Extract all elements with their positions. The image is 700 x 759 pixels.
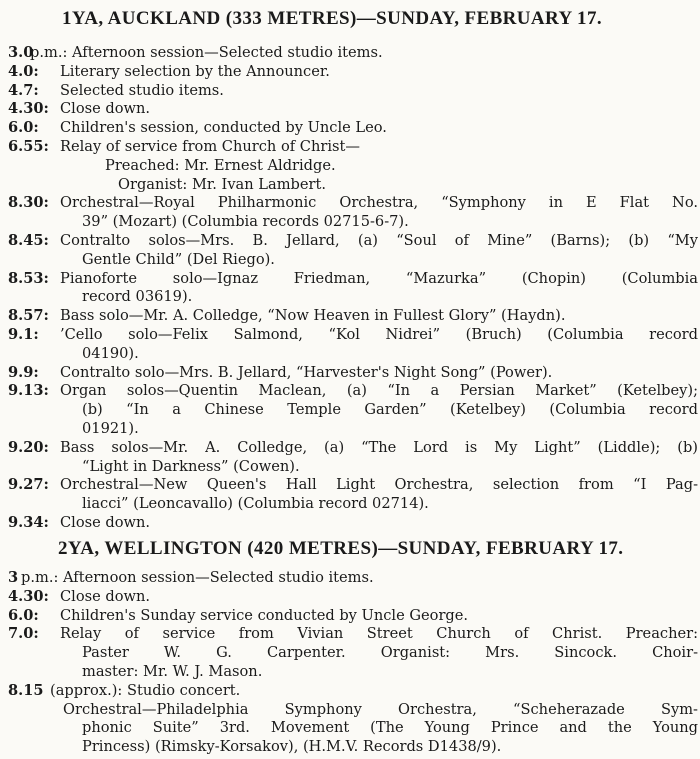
program-line [8,738,698,757]
program-line [8,458,698,477]
program-text: 01921). [82,419,139,437]
program-line [8,270,698,289]
program-line [8,82,698,101]
section-heading-1ya: 1YA, AUCKLAND (333 METRES)—SUNDAY, FEBRUARY 17. [62,8,602,29]
program-text: Orchestral—Royal Philharmonic Orchestra, “Symphony in E Flat No. [60,194,698,212]
program-time: 4.30: [8,100,49,118]
program-text: Pianoforte solo—Ignaz Friedman, “Mazurka” (Chopin) (Columbia [60,269,698,287]
program-text: 04190). [82,344,139,362]
program-text: “Light in Darkness” (Cowen). [82,457,300,475]
program-line [8,157,698,176]
program-time: 3.0 [8,44,34,61]
program-text: Close down. [60,100,151,118]
program-line [8,476,698,495]
program-line [8,251,698,270]
program-text: Close down. [60,587,151,605]
program-text: phonic Suite” 3rd. Movement (The Young Prince and the Young [82,719,698,737]
program-time: 9.1: [8,325,39,343]
program-text: ’Cello solo—Felix Salmond, “Kol Nidrei” (Bruch) (Columbia record [60,325,698,343]
program-time: 7.0: [8,625,39,643]
program-text: Relay of service from Church of Christ— [60,137,360,155]
section-heading-2ya: 2YA, WELLINGTON (420 METRES)—SUNDAY, FEBRUARY 17. [58,538,624,559]
program-time: 9.13: [8,382,49,400]
program-line [8,119,698,138]
program-text: p.m.: Afternoon session—Selected studio items. [21,569,374,586]
program-text: Children's session, conducted by Uncle Leo. [60,119,387,137]
program-text: p.m.: Afternoon session—Selected studio items. [30,44,383,61]
program-text: Close down. [60,513,151,531]
program-line [8,138,698,157]
program-text: Orchestral—Philadelphia Symphony Orchestra, “Scheherazade Sym- [63,700,698,718]
program-line [8,232,698,251]
program-text: Relay of service from Vivian Street Church of Christ. Preacher: [60,625,698,643]
program-text: Bass solo—Mr. A. Colledge, “Now Heaven in Fullest Glory” (Haydn). [60,307,566,325]
program-text: Literary selection by the Announcer. [60,62,330,80]
program-text: Gentle Child” (Del Riego). [82,250,275,268]
program-line [8,326,698,345]
program-time: 4.7: [8,81,39,99]
program-time: 8.53: [8,269,49,287]
program-list-1ya [8,44,698,533]
program-line [8,420,698,439]
program-time: 6.55: [8,137,49,155]
program-time: 8.57: [8,307,49,325]
program-time: 8.30: [8,194,49,212]
program-time: 4.30: [8,587,49,605]
program-line [8,307,698,326]
program-line [8,719,698,738]
program-time: 4.0: [8,62,39,80]
program-time: 8.45: [8,231,49,249]
program-line [8,607,698,626]
program-text: liacci” (Leoncavallo) (Columbia record 02714). [82,495,429,513]
program-text: Princess) (Rimsky-Korsakov), (H.M.V. Records D1438/9). [82,738,502,756]
program-text: master: Mr. W. J. Mason. [82,662,263,680]
program-line [8,382,698,401]
program-line [8,176,698,195]
program-line [8,100,698,119]
program-text: Paster W. G. Carpenter. Organist: Mrs. Sincock. Choir- [82,644,698,662]
program-text: Contralto solos—Mrs. B. Jellard, (a) “Soul of Mine” (Barns); (b) “My [60,231,698,249]
program-line [8,439,698,458]
program-line [8,569,698,588]
program-line [8,213,698,232]
program-time: 6.0: [8,119,39,137]
program-text: Contralto solo—Mrs. B. Jellard, “Harvester's Night Song” (Power). [60,363,553,381]
program-line [8,44,698,63]
program-line [8,644,698,663]
program-line [8,63,698,82]
program-text: Children's Sunday service conducted by Uncle George. [60,606,469,624]
program-text: Orchestral—New Queen's Hall Light Orchestra, selection from “I Pag- [60,476,698,494]
program-time: 6.0: [8,606,39,624]
program-text: record 03619). [82,288,193,306]
program-line [8,495,698,514]
program-time: 3 [8,569,19,586]
program-text: 39” (Mozart) (Columbia records 02715-6-7). [82,213,409,231]
program-line [8,194,698,213]
program-text: Selected studio items. [60,81,224,99]
program-line [8,288,698,307]
program-line [8,514,698,533]
program-text: Organ solos—Quentin Maclean, (a) “In a Persian Market” (Ketelbey); [60,382,698,400]
program-text: (b) “In a Chinese Temple Garden” (Ketelbey) (Columbia record [82,401,698,419]
program-line [8,364,698,383]
program-text: (approx.): Studio concert. [50,681,241,699]
program-text: Preached: Mr. Ernest Aldridge. [105,156,336,174]
program-line [8,588,698,607]
program-line [8,682,698,701]
program-line [8,663,698,682]
program-line [8,625,698,644]
program-time: 9.9: [8,363,39,381]
program-text: Organist: Mr. Ivan Lambert. [118,175,326,193]
program-text: Bass solos—Mr. A. Colledge, (a) “The Lord is My Light” (Liddle); (b) [60,438,698,456]
program-line [8,701,698,720]
program-time: 8.15 [8,681,44,699]
program-line [8,345,698,364]
program-time: 9.34: [8,513,49,531]
program-time: 9.20: [8,438,49,456]
program-list-2ya [8,569,698,757]
program-time: 9.27: [8,476,49,494]
program-line [8,401,698,420]
